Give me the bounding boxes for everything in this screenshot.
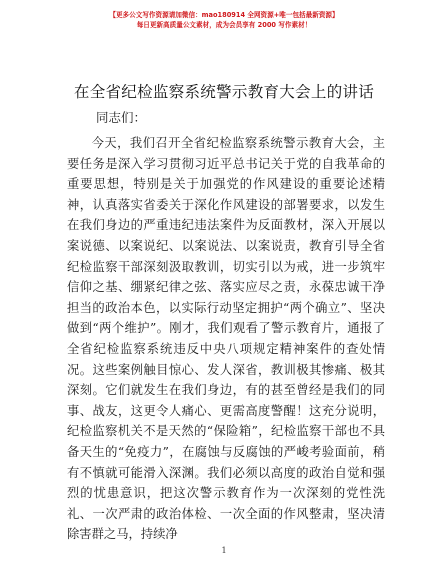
promo-banner-line-1: 【更多公文写作资源请加微信：mao180914 全网资源+唯一包括最新资源】 — [109, 11, 339, 19]
document-title: 在全省纪检监察系统警示教育大会上的讲话 — [73, 83, 375, 101]
page-number: 1 — [221, 546, 227, 555]
promo-banner — [0, 10, 448, 30]
document-body — [67, 133, 385, 545]
salutation: 同志们： — [96, 110, 147, 125]
promo-banner-line-2: 每日更新高质量公文素材，成为会员享有 2000 写作素材！ — [136, 21, 312, 29]
body-paragraph: 今天，我们召开全省纪检监察系统警示教育大会，主要任务是深入学习贯彻习近平总书记关于党的自我革命的重要思想，特别是关于加强党的作风建设的重要论述精神，认真落实省委关于深化作风建设的部署要求，以发生在我们身边的严重违纪违法案件为反面教材，深入开展以案说德、以案说纪、以案说法、以案说责，教育引导全省纪检监察干部深刻汲取教训，切实引以为戒，进一步筑牢信仰之基、绷紧纪律之弦、落实应尽之责，永葆忠诚干净担当的政治本色，以实际行动坚定拥护“两个确立”、坚决做到“两个维护”。刚才，我们观看了警示教育片，通报了全省纪检监察系统违反中央八项规定精神案件的查处情况。这些案例触目惊心、发人深省，教训极其惨痛、极其深刻。它们就发生在我们身边，有的甚至曾经是我们的同事、战友，这更令人痛心、更需高度警醒！这充分说明，纪检监察机关不是天然的“保险箱”，纪检监察干部也不具备天生的“免疫力”，在腐蚀与反腐蚀的严峻考验面前，稍有不慎就可能滑入深渊。我们必须以高度的政治自觉和强烈的忧患意识，把这次警示教育作为一次深刻的党性洗礼、一次严肃的政治体检、一次全面的作风整肃，坚决清除害群之马，持续净 — [67, 136, 385, 542]
